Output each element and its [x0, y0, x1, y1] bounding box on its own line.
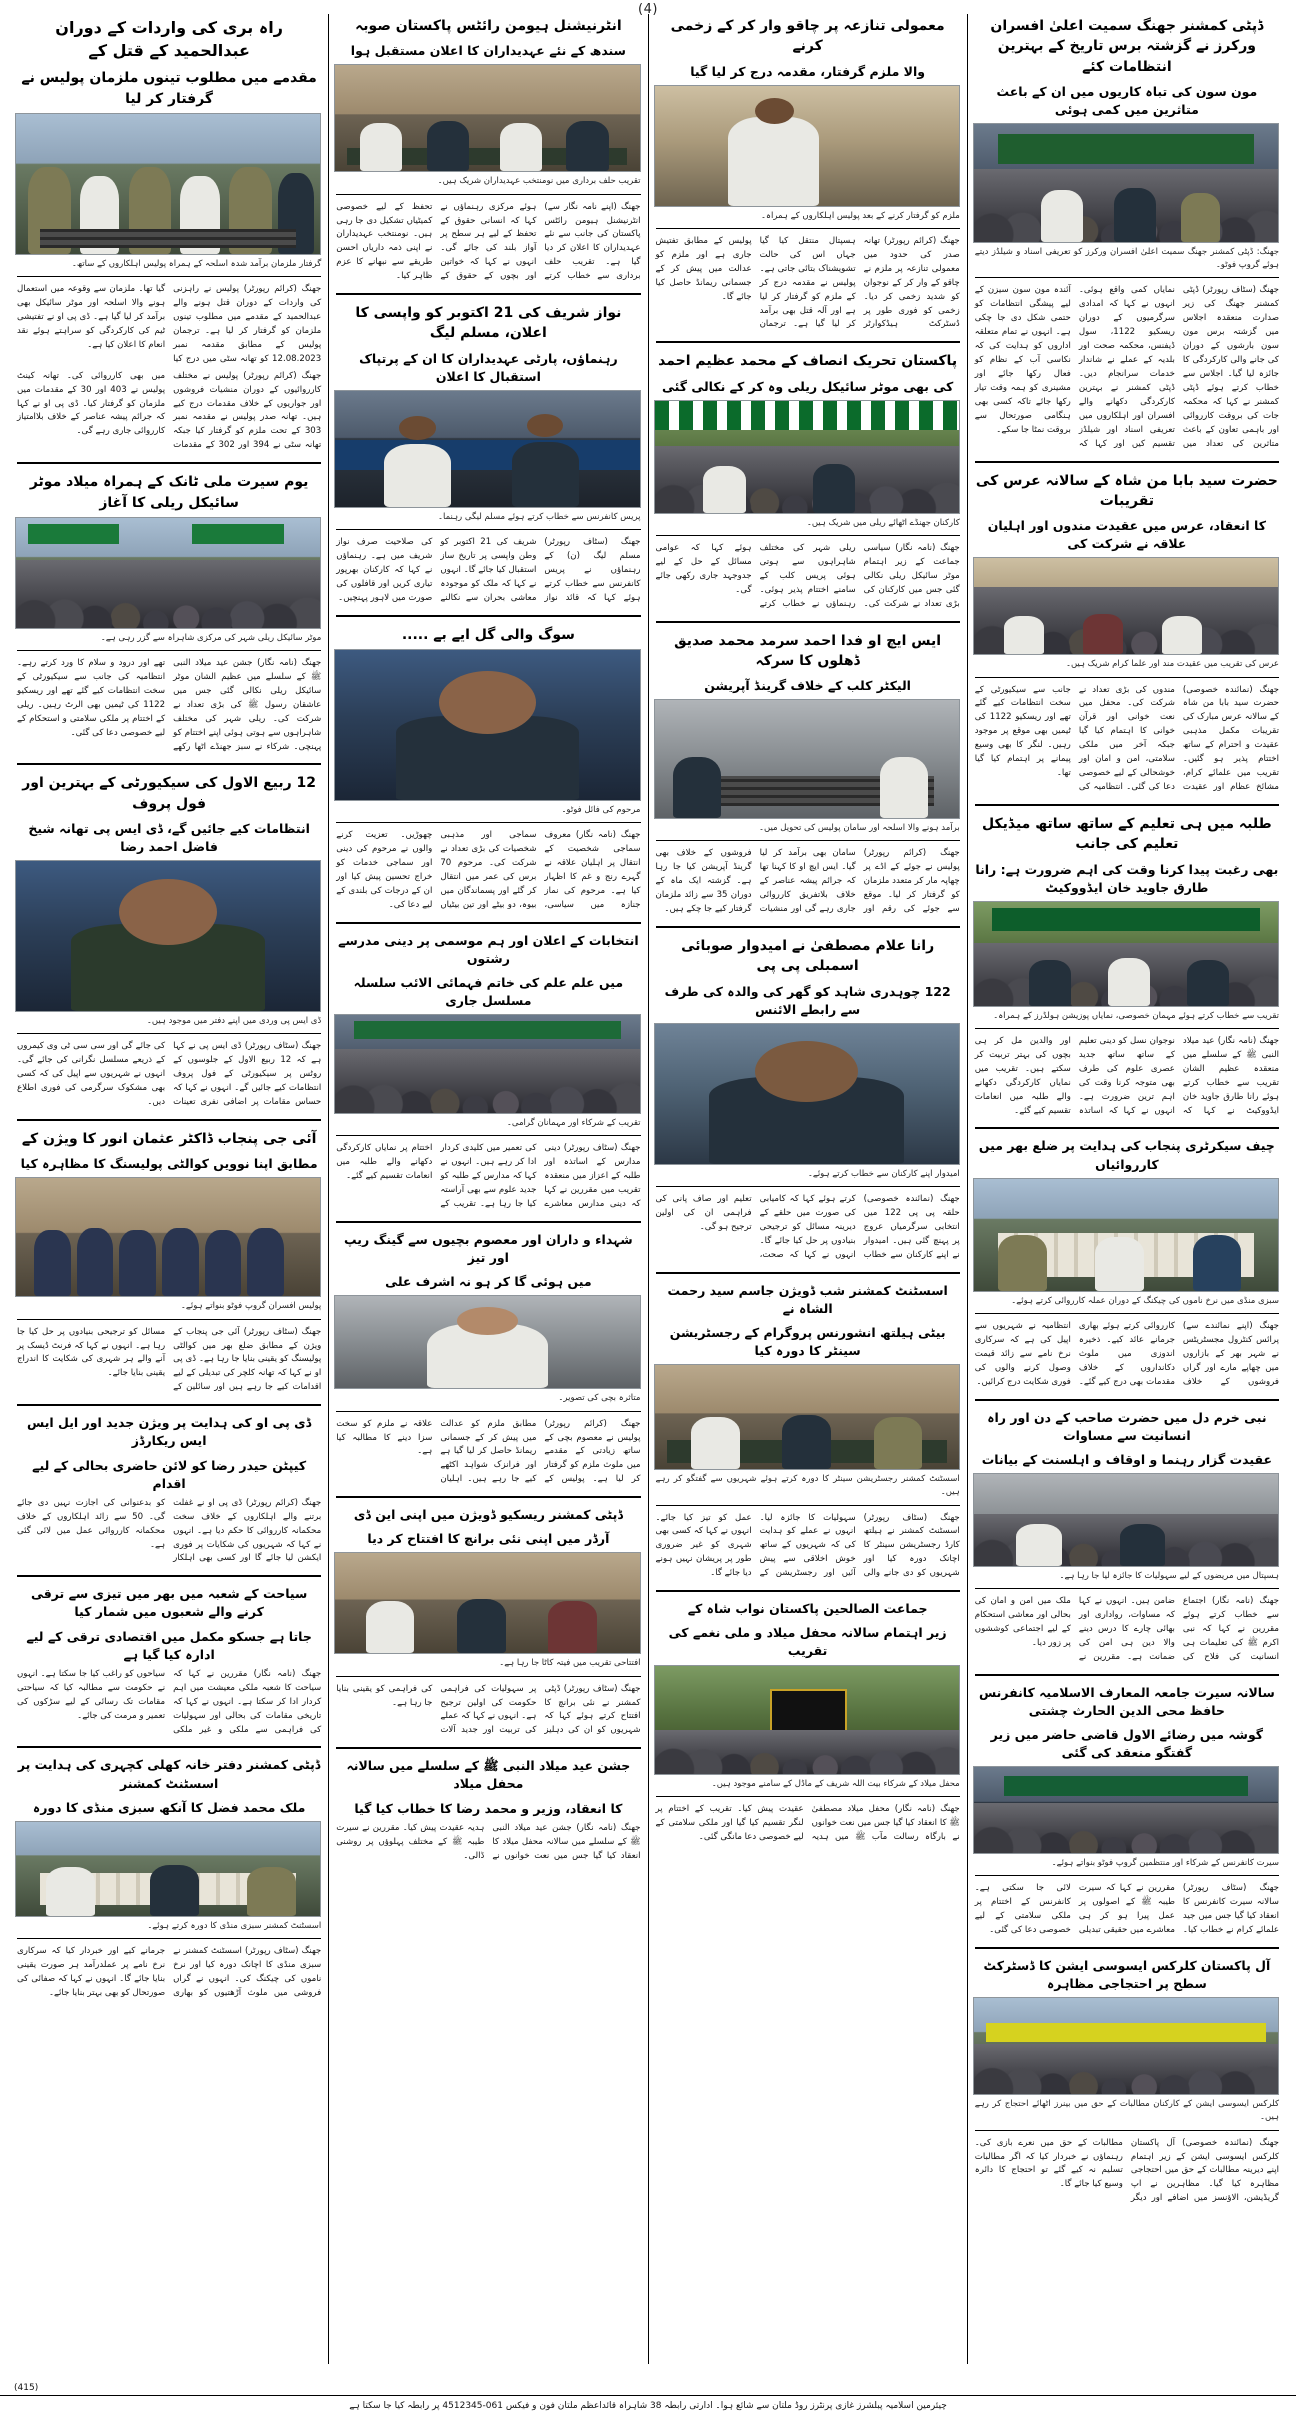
article-photo — [973, 1473, 1279, 1567]
footer-imprint: چیئرمین اسلامیہ پبلشرز غازی پرنٹرز روڈ ملتان سے شائع ہوا۔ ادارتی رابطہ 38 شاہراہ قائداعظم ملتان فون و فیکس 061-4512345 پر رابطہ کیا جا سکتا ہے — [349, 2400, 947, 2411]
article-body: جھنگ (سٹاف رپورٹر) اسسٹنٹ کمشنر نے سبزی منڈی کا اچانک دورہ کیا اور نرخ ناموں کی چیکنگ کی۔ انہوں نے گراں فروشی میں ملوث آڑھتیوں کو بھاری جرمانے کیے اور خبردار کیا کہ سرکاری نرخ نامے پر عملدرآمد ہر صورت یقینی بنایا جائے گا۔ انہوں نے کہا کہ صفائی کی صورتحال کو بھی بہتر بنایا جائے۔ — [17, 1946, 322, 1998]
headline: ڈپٹی کمشنر جھنگ سمیت اعلیٰ افسران ورکرز نے گزشتہ برس تاریخ کے بہترین انتظامات کئے — [990, 18, 1264, 75]
article-block — [975, 1682, 1279, 1938]
article-photo — [654, 1023, 960, 1165]
headline: ڈی پی او کی ہدایت پر ویژن جدید اور ایل ایس ایس ریکارڈز — [27, 1415, 312, 1449]
article-photo — [654, 1665, 960, 1775]
footer-page-code: (415) — [14, 2382, 39, 2393]
article-body: جھنگ (نامہ نگار) عید میلاد النبی ﷺ کے سلسلے میں منعقدہ عظیم الشان تقریب سے خطاب کرتے ہوئے رانا طارق جاوید خان ایڈووکیٹ نے کہا کہ نوجوان نسل کو دینی تعلیم کے ساتھ ساتھ جدید عصری علوم کی طرف بھی متوجہ کرنا وقت کی اہم ترین ضرورت ہے۔ انہوں نے کہا کہ اساتذہ اور والدین مل کر ہی بچوں کی بہتر تربیت کر سکتے ہیں۔ تقریب میں نمایاں کارکردگی دکھانے والے طلبہ میں انعامات تقسیم کیے گئے۔ — [974, 1035, 1279, 1116]
subheadline: میں ہوئی گا کر ہو نہ اشرف علی — [385, 1274, 592, 1290]
article-block — [656, 1280, 960, 1581]
photo-caption: اسسٹنٹ کمشنر رجسٹریشن سینٹر کا دورہ کرتے ہوئے شہریوں سے گفتگو کر رہے ہیں۔ — [655, 1474, 960, 1498]
article-block — [17, 1127, 321, 1395]
article-block — [336, 1504, 640, 1738]
article-body: جھنگ (کرائم رپورٹر) پولیس نے معصوم بچی کے ساتھ زیادتی کے مقدمے میں ملوث ملزم کو گرفتار کر لیا ہے۔ پولیس کے مطابق ملزم کو عدالت میں پیش کر کے جسمانی ریمانڈ حاصل کر لیا گیا ہے اور فرانزک شواہد اکٹھے کیے جا رہے ہیں۔ اہلیان علاقہ نے ملزم کو سخت سزا دینے کا مطالبہ کیا ہے۔ — [336, 1418, 641, 1485]
article-block — [975, 469, 1279, 795]
photo-caption: کارکنان جھنڈے اٹھائے ریلی میں شریک ہیں۔ — [806, 517, 960, 528]
article-body: جھنگ (سٹاف رپورٹر) دینی مدارس کے اساتذہ اور طلبہ کے اعزاز میں منعقدہ تقریب میں مقررین نے کہا کہ دینی مدارس معاشرے کی تعمیر میں کلیدی کردار ادا کر رہے ہیں۔ انہوں نے کہا کہ مدارس کے طلبہ کو جدید علوم سے بھی آراستہ کیا جا رہا ہے۔ تقریب کے اختتام پر نمایاں کارکردگی دکھانے والے طلبہ میں انعامات تقسیم کیے گئے۔ — [336, 1143, 641, 1210]
article-body: جھنگ (سٹاف رپورٹر) اسسٹنٹ کمشنر نے ہیلتھ کارڈ رجسٹریشن سینٹر کا اچانک دورہ کیا اور شہریوں کو دی جانے والی سہولیات کا جائزہ لیا۔ انہوں نے عملے کو ہدایت کی کہ شہریوں کے ساتھ خوش اخلاقی سے پیش آئیں اور رجسٹریشن کے عمل کو تیز کیا جائے۔ انہوں نے کہا کہ کسی بھی شہری کو غیر ضروری طور پر پریشان نہیں ہونے دیا جائے گا۔ — [655, 1512, 960, 1579]
article-photo — [973, 1766, 1279, 1854]
article-block — [975, 1407, 1279, 1665]
photo-caption: ڈی ایس پی وردی میں اپنے دفتر میں موجود ہیں۔ — [146, 1016, 322, 1027]
article-block — [975, 1135, 1279, 1389]
article-body: جھنگ (نامہ نگار) اجتماع سے خطاب کرتے ہوئے مقررین نے کہا کہ نبی اکرم ﷺ کی تعلیمات ہی انسانیت کی فلاح کی ضامن ہیں۔ انہوں نے کہا کہ مساوات، رواداری اور بھائی چارے کا درس دینے والا دین ہی امن کی ضمانت ہے۔ مقررین نے ملک میں امن و امان کی بحالی اور معاشی استحکام کے لیے اجتماعی کوششوں پر زور دیا۔ — [974, 1596, 1279, 1662]
subheadline: جاتا ہے جسکو مکمل میں اقتصادی ترقی کے لیے ادارہ کیا گیا ہے — [26, 1628, 312, 1662]
article-block — [975, 812, 1279, 1119]
article-block — [336, 623, 640, 913]
photo-caption: کلرکس ایسوسی ایشن کے کارکنان مطالبات کے حق میں بینرز اٹھائے احتجاج کر رہے ہیں۔ — [974, 2099, 1279, 2123]
headline: نبی خرم دل میں حضرت صاحب کے دن اور راہ انسانیت سے مساوات — [987, 1409, 1267, 1443]
photo-caption: ملزم کو گرفتار کرنے کے بعد پولیس اہلکاروں کے ہمراہ۔ — [761, 210, 960, 221]
article-body: جھنگ (سٹاف رپورٹر) مسلم لیگ (ن) کے رہنماؤں نے پریس کانفرنس سے خطاب کرتے ہوئے کہا کہ قائد نواز شریف کی 21 اکتوبر کو وطن واپسی پر تاریخ ساز استقبال کیا جائے گا۔ انہوں نے کہا کہ ملک کو موجودہ معاشی بحران سے نکالنے کی صلاحیت صرف نواز شریف میں ہے۔ رہنماؤں نے کہا کہ کارکنان بھرپور تیاری کریں اور قافلوں کی صورت میں لاہور پہنچیں۔ — [336, 537, 641, 603]
subheadline: ملک محمد فضل کا آنکھ سبزی منڈی کا دورہ — [32, 1799, 306, 1815]
article-block — [336, 930, 640, 1212]
headline: راہ بری کی واردات کے دوران عبدالحمید کے قتل کے — [55, 18, 283, 61]
page-number: (4) — [638, 2, 658, 17]
subheadline: کی بھی موٹر سائیکل ریلی وہ کر کے نکالی گئی — [661, 378, 954, 394]
article-photo — [654, 699, 960, 819]
photo-caption: اسسٹنٹ کمشنر سبزی منڈی کا دورہ کرتے ہوئے۔ — [147, 1920, 322, 1931]
article-photo — [334, 1295, 640, 1389]
subheadline: زیر اہتمام سالانہ محفل میلاد و ملی نغمے کی تقریب — [668, 1625, 947, 1659]
article-body: جھنگ (کرائم رپورٹر) ڈی پی او نے غفلت برتنے والے اہلکاروں کے خلاف سخت محکمانہ کارروائی کا حکم دیا ہے۔ انہوں نے کہا کہ شہریوں کی شکایات پر فوری ایکشن لیا جائے گا اور کسی بھی اہلکار کو بدعنوانی کی اجازت نہیں دی جائے گی۔ 50 سے زائد اہلکاروں کے خلاف محکمانہ کارروائی عمل میں لائی گئی ہے۔ — [17, 1497, 322, 1564]
article-photo — [15, 113, 321, 255]
subheadline: الیکٹر کلب کے خلاف گرینڈ آپریشن — [704, 678, 911, 694]
article-body: جھنگ (نامہ نگار) جشن عید میلاد النبی ﷺ کے سلسلے میں سالانہ محفل میلاد کا انعقاد کیا گیا جس میں نعت خوانوں نے ہدیہ عقیدت پیش کیا۔ مقررین نے سیرت طیبہ ﷺ کے مختلف پہلوؤں پر روشنی ڈالی۔ — [336, 1822, 641, 1861]
headline: ڈپٹی کمشنر دفتر خانہ کھلی کچہری کی ہدایت پر اسسٹنٹ کمشنر — [17, 1757, 321, 1791]
article-body: جھنگ (سٹاف رپورٹر) آئی جی پنجاب کے ویژن کے مطابق ضلع بھر میں کوالٹی پولیسنگ کو یقینی بنایا جا رہا ہے۔ ڈی پی او نے کہا کہ تھانہ کلچر کی تبدیلی کے لیے اقدامات کیے جا رہے ہیں اور سائلین کے مسائل کو ترجیحی بنیادوں پر حل کیا جا رہا ہے۔ انہوں نے کہا کہ فرنٹ ڈیسک پر آنے والے ہر شہری کی شکایت کا اندراج یقینی بنایا جائے۔ — [17, 1326, 322, 1393]
photo-caption: ہسپتال میں مریضوں کے لیے سہولیات کا جائزہ لیا جا رہا ہے۔ — [1059, 1570, 1279, 1581]
subheadline: مقدمے میں مطلوب تینوں ملزمان پولیس نے گرفتار کر لیا — [21, 70, 317, 107]
article-block — [17, 470, 321, 754]
subheadline: والا ملزم گرفتار، مقدمہ درج کر لیا گیا — [690, 63, 926, 79]
article-block — [336, 1755, 640, 1863]
headline: اسسٹنٹ کمشنر شب ڈویژن جاسم سید رحمت الشاہ نے — [667, 1282, 948, 1316]
subheadline: 122 چوہدری شاہد کو گھر کی والدہ کی طرف سے رابطے الائنس — [664, 983, 951, 1017]
subheadline: بیٹی ہیلتھ انشورنس پروگرام کے رجسٹریشن سینٹر کا دورہ کیا — [669, 1324, 946, 1359]
article-photo — [334, 1552, 640, 1654]
headline: 12 ربیع الاول کی سیکیورٹی کے بہترین اور فول پروف — [22, 775, 317, 812]
subheadline: بھی رغبت پیدا کرنا وقت کی اہم ضرورت ہے: رانا طارق جاوید خان ایڈووکیٹ — [975, 861, 1279, 895]
subheadline: کیپٹن حیدر رضا کو لائن حاضری بحالی کے لیے اقدام — [32, 1457, 307, 1491]
article-body: جھنگ (اپنے نامہ نگار سے) انٹرنیشنل ہیومن رائٹس پاکستان کی جانب سے نئے عہدیداران کا اعلان کر دیا گیا ہے۔ تقریب حلف برداری سے خطاب کرتے ہوئے مرکزی رہنماؤں نے کہا کہ انسانی حقوق کے تحفظ کے لیے ہر سطح پر آواز بلند کی جائے گی۔ انہوں نے کہا کہ خواتین اور بچوں کے حقوق کے تحفظ کے لیے خصوصی کمیٹیاں تشکیل دی جا رہی ہیں۔ نومنتخب عہدیداران نے اپنی ذمہ داریاں احسن طریقے سے نبھانے کا عزم ظاہر کیا۔ — [336, 201, 641, 282]
article-block — [17, 1583, 321, 1737]
headline: پاکستان تحریک انصاف کے محمد عظیم احمد — [658, 353, 958, 370]
photo-caption: تقریب کے شرکاء اور مہمانان گرامی۔ — [506, 1118, 641, 1129]
headline: آل پاکستان کلرکس ایسوسی ایشن کا ڈسٹرکٹ سطح پر احتجاجی مظاہرہ — [983, 1958, 1271, 1992]
page-columns — [10, 14, 1286, 2364]
article-body: جھنگ (سٹاف رپورٹر) سالانہ سیرت کانفرنس کا انعقاد کیا گیا جس میں جید علمائے کرام نے خطاب کیا۔ مقررین نے کہا کہ سیرت طیبہ ﷺ کے اصولوں پر عمل پیرا ہو کر ہی معاشرے میں حقیقی تبدیلی لائی جا سکتی ہے۔ کانفرنس کے اختتام پر ملکی سلامتی کے لیے خصوصی دعا کی گئی۔ — [974, 1883, 1279, 1936]
photo-caption: سبزی منڈی میں نرخ ناموں کی چیکنگ کے دوران عملہ کارروائی کرتے ہوئے۔ — [1011, 1295, 1279, 1306]
photo-caption: مرحوم کی فائل فوٹو۔ — [561, 805, 641, 816]
article-block — [656, 14, 960, 332]
headline: آئی جی پنجاب ڈاکٹر عثمان انور کا ویژن کے — [21, 1131, 317, 1148]
subheadline: گوشہ میں رضائے الاول قاضی حاضر میں زیر گفتگو منعقد کی گئی — [990, 1726, 1264, 1761]
article-block — [656, 629, 960, 918]
subheadline: مون سون کی تباہ کاریوں میں ان کے باعث متاثرین میں کمی ہوئی — [996, 83, 1258, 118]
article-photo — [654, 400, 960, 514]
photo-caption: برآمد ہونے والا اسلحہ اور سامان پولیس کی تحویل میں۔ — [759, 823, 960, 834]
subheadline: سندھ کے نئے عہدیداران کا اعلان مستقبل ہوا — [350, 43, 626, 59]
article-body: جھنگ (کرائم رپورٹر) تھانہ صدر کی حدود میں معمولی تنازعہ پر ملزم نے چاقو کے وار کر کے نوجوان کو شدید زخمی کر دیا۔ زخمی کو فوری طور پر ڈسٹرکٹ ہیڈکوارٹر ہسپتال منتقل کیا گیا جہاں اس کی حالت تشویشناک بتائی جاتی ہے۔ پولیس نے مقدمہ درج کر کے ملزم کو گرفتار کر لیا ہے اور آلہ قتل بھی برآمد کر لیا گیا ہے۔ ترجمان پولیس کے مطابق تفتیش جاری ہے اور ملزم کو عدالت میں پیش کر کے جسمانی ریمانڈ حاصل کیا جائے گا۔ — [655, 235, 960, 330]
headline: نواز شریف کی 21 اکتوبر کو واپسی کا اعلان، مسلم لیگ — [355, 305, 622, 342]
article-photo — [973, 557, 1279, 655]
article-photo — [15, 517, 321, 629]
headline: سالانہ سیرت جامعہ المعارف الاسلامیہ کانفرنس حافظ محی الدین الحارث چشتی — [978, 1684, 1275, 1718]
photo-caption: محفل میلاد کے شرکاء بیت اللہ شریف کے ماڈل کے سامنے موجود ہیں۔ — [711, 1778, 960, 1789]
article-photo — [654, 85, 960, 207]
article-block — [17, 14, 321, 453]
photo-caption: متاثرہ بچی کی تصویر۔ — [558, 1393, 641, 1404]
photo-caption: عرس کی تقریب میں عقیدت مند اور علما کرام شریک ہیں۔ — [1065, 659, 1279, 670]
subheadline: مطابق اپنا نوویں کوالٹی پولیسنگ کا مظاہرہ کیا — [20, 1156, 318, 1172]
headline: جماعت الصالحین پاکستان نواب شاہ کے — [687, 1601, 928, 1617]
photo-caption: تقریب سے خطاب کرتے ہوئے مہمان خصوصی، نمایاں پوزیشن ہولڈرز کے ہمراہ۔ — [993, 1010, 1279, 1021]
article-body: جھنگ (نامہ نگار) سیاسی جماعت کے زیر اہتمام موٹر سائیکل ریلی نکالی گئی جس میں کارکنان کی بڑی تعداد نے شرکت کی۔ ریلی شہر کی مختلف شاہراہوں سے ہوتی ہوئی پریس کلب کے سامنے اختتام پذیر ہوئی۔ رہنماؤں نے خطاب کرتے ہوئے کہا کہ عوامی مسائل کے حل کے لیے جدوجہد جاری رکھی جائے گی۔ — [655, 542, 960, 609]
headline: حضرت سید بابا من شاہ کے سالانہ عرس کی تقریبات — [975, 472, 1278, 509]
subheadline: رہنماؤں، پارٹی عہدیداران کا ان کے پرتپاک استقبال کا اعلان — [359, 350, 618, 384]
article-body: جھنگ (نامہ نگار) جشن عید میلاد النبی ﷺ کے سلسلے میں عظیم الشان موٹر سائیکل ریلی نکالی گئی جس میں عاشقان رسول ﷺ کی بڑی تعداد نے شرکت کی۔ ریلی شہر کی مختلف شاہراہوں سے ہوتی ہوئی اپنے اختتام کو پہنچی۔ شرکاء نے سبز جھنڈے اٹھا رکھے تھے اور درود و سلام کا ورد کرتے رہے۔ انتظامیہ کی جانب سے سیکیورٹی کے سخت انتظامات کیے گئے تھے اور ریسکیو 1122 کی ٹیمیں بھی الرٹ رہیں۔ ریلی کے اختتام پر ملکی سلامتی و استحکام کے لیے خصوصی دعا کی گئی۔ — [17, 657, 322, 752]
column-4 — [10, 14, 328, 2364]
article-body-extra: جھنگ (کرائم رپورٹر) پولیس نے مختلف کارروائیوں کے دوران منشیات فروشوں اور جواریوں کے خلاف مقدمات درج کیے ہیں۔ تھانہ صدر پولیس نے مقدمہ نمبر 303 کے تحت ملزم کو گرفتار کیا جبکہ تھانہ سٹی نے 394 اور 302 کے مقدمات میں بھی کارروائی کی۔ تھانہ کینٹ پولیس نے 403 اور 30 کے مقدمات میں ملزمان کو گرفتار کیا۔ ڈی پی او نے کہا کہ جرائم پیشہ عناصر کے خلاف بلاامتیاز کارروائی جاری رہے گی۔ — [17, 370, 322, 451]
article-body: جھنگ (نامہ نگار) مقررین نے کہا کہ سیاحت کا شعبہ ملکی معیشت میں اہم کردار ادا کر سکتا ہے۔ انہوں نے کہا کہ تاریخی مقامات کی بحالی اور سہولیات کی فراہمی سے ملکی و غیر ملکی سیاحوں کو راغب کیا جا سکتا ہے۔ انہوں نے حکومت سے مطالبہ کیا کہ سیاحتی مقامات تک رسائی کے لیے سڑکوں کی تعمیر و مرمت کی جائے۔ — [17, 1668, 322, 1735]
subheadline: انتظامات کیے جائیں گے، ڈی ایس پی تھانہ شیخ فاضل احمد رضا — [28, 821, 310, 855]
article-photo — [973, 123, 1279, 243]
headline: رانا علام مصطفیٰ نے امیدوار صوبائی اسمبلی پی پی — [681, 938, 935, 975]
article-body: جھنگ (کرائم رپورٹر) پولیس نے جوئے کے اڈے پر چھاپہ مار کر متعدد ملزمان کو گرفتار کر لیا۔ موقع سے جوئے کی رقم اور سامان بھی برآمد کر لیا گیا۔ ایس ایچ او کا کہنا تھا کہ جرائم پیشہ عناصر کے خلاف بلاتفریق کارروائی جاری رہے گی اور منشیات فروشوں کے خلاف بھی گرینڈ آپریشن کیا جا رہا ہے۔ گزشتہ ایک ماہ کے دوران 35 سے زائد ملزمان گرفتار کیے جا چکے ہیں۔ — [655, 848, 960, 915]
article-body: جھنگ (نامہ نگار) محفل میلاد مصطفیٰ ﷺ کا انعقاد کیا گیا جس میں نعت خوانوں نے بارگاہ رسالت مآب ﷺ میں ہدیہ عقیدت پیش کیا۔ تقریب کے اختتام پر لنگر تقسیم کیا گیا اور ملکی سلامتی کے لیے خصوصی دعا مانگی گئی۔ — [655, 1803, 960, 1842]
photo-caption: گرفتار ملزمان برآمد شدہ اسلحہ کے ہمراہ پولیس اہلکاروں کے ساتھ۔ — [71, 258, 322, 269]
headline: ایس ایچ او فدا احمد سرمد محمد صدیق ڈھلوں کا سرکہ — [674, 632, 942, 669]
article-block — [656, 349, 960, 611]
article-photo — [973, 901, 1279, 1007]
article-block — [17, 1754, 321, 2000]
headline: طلبہ میں ہی تعلیم کے ساتھ ساتھ میڈیکل تعلیم کی جانب — [981, 815, 1272, 853]
photo-caption: افتتاحی تقریب میں فیتہ کاٹا جا رہا ہے۔ — [499, 1658, 641, 1669]
headline: شہداء و داران اور معصوم بچیوں سے گینگ ریپ اور تیز — [344, 1232, 633, 1266]
article-block — [975, 14, 1279, 452]
article-photo — [334, 649, 640, 801]
headline: سیاحت کے شعبہ میں بھر میں تیزی سے ترقی کرنے والے شعبوں میں شمار کیا — [30, 1586, 308, 1620]
article-photo — [654, 1364, 960, 1470]
subheadline: عقیدت گزار رہنما و اوقاف و اہلسنت کے بیانات — [981, 1451, 1272, 1467]
subheadline: کا انعقاد، وزیر و محمد رضا کا خطاب کیا گیا — [354, 1800, 623, 1816]
subheadline: کا انعقاد، عرس میں عقیدت مندوں اور اہلیان علاقہ نے شرکت کی — [987, 518, 1267, 552]
article-block — [17, 1412, 321, 1566]
photo-caption: موٹر سائیکل ریلی شہر کی مرکزی شاہراہ سے گزر رہی ہے۔ — [100, 632, 322, 643]
article-photo — [334, 64, 640, 172]
headline: معمولی تنازعہ پر چاقو وار کر کے زخمی کرنے — [670, 18, 945, 55]
column-1 — [967, 14, 1286, 2364]
page-footer — [0, 2382, 1296, 2414]
photo-caption: پریس کانفرنس سے خطاب کرتے ہوئے مسلم لیگی رہنما۔ — [438, 511, 641, 522]
article-photo — [973, 1178, 1279, 1292]
photo-caption: امیدوار اپنے کارکنان سے خطاب کرتے ہوئے۔ — [807, 1168, 960, 1179]
article-body: جھنگ (سٹاف رپورٹر) ڈپٹی کمشنر نے نئی برانچ کا افتتاح کرتے ہوئے کہا کہ شہریوں کو ان کی دہلیز پر سہولیات کی فراہمی حکومت کی اولین ترجیح ہے۔ انہوں نے کہا کہ عملے کی تربیت اور جدید آلات کی فراہمی کو یقینی بنایا جا رہا ہے۔ — [336, 1683, 641, 1736]
article-body: جھنگ (نمائندہ خصوصی) حلقہ پی پی 122 میں انتخابی سرگرمیاں عروج پر پہنچ گئی ہیں۔ امیدوار نے اپنے کارکنان سے خطاب کرتے ہوئے کہا کہ کامیابی کی صورت میں حلقے کے دیرینہ مسائل کو ترجیحی بنیادوں پر حل کیا جائے گا۔ انہوں نے کہا کہ صحت، تعلیم اور صاف پانی کی فراہمی ان کی اولین ترجیح ہو گی۔ — [655, 1194, 960, 1260]
article-photo — [334, 1014, 640, 1114]
article-body: جھنگ (سٹاف رپورٹر) ڈپٹی کمشنر جھنگ کی زیر صدارت منعقدہ اجلاس میں گزشتہ برس مون سون بارشوں کے دوران کی جانے والی کارکردگی کا جائزہ لیا گیا۔ اجلاس سے خطاب کرتے ہوئے ڈپٹی کمشنر نے کہا کہ محکمہ جات کی بروقت کارروائی اور باہمی تعاون کے باعث متاثرین کی تعداد میں نمایاں کمی واقع ہوئی۔ انہوں نے کہا کہ امدادی سرگرمیوں کے دوران ریسکیو 1122، سول ڈیفنس، محکمہ صحت اور بلدیہ کے عملے نے شاندار خدمات سرانجام دیں۔ ڈپٹی کمشنر نے بہترین کارکردگی دکھانے والے افسران اور اہلکاروں میں تعریفی اسناد اور شیلڈز تقسیم کیں اور کہا کہ آئندہ مون سون سیزن کے لیے پیشگی انتظامات کو حتمی شکل دی جا چکی ہے۔ انہوں نے تمام متعلقہ اداروں کو ہدایت کی کہ نکاسی آب کے نظام کو فعال رکھا جائے اور مشینری کو ہمہ وقت تیار رکھا جائے تاکہ کسی بھی ہنگامی صورتحال سے بروقت نمٹا جا سکے۔ — [974, 285, 1279, 449]
article-block — [17, 771, 321, 1110]
photo-caption: سیرت کانفرنس کے شرکاء اور منتظمین گروپ فوٹو بنواتے ہوئے۔ — [1051, 1858, 1279, 1869]
photo-caption: جھنگ: ڈپٹی کمشنر جھنگ سمیت اعلیٰ افسران ورکرز کو تعریفی اسناد و شیلڈز دیتے ہوئے گروپ فوٹو۔ — [974, 247, 1279, 271]
article-body: جھنگ (نامہ نگار) معروف سماجی شخصیت کے انتقال پر اہلیان علاقہ نے گہرے رنج و غم کا اظہار کیا ہے۔ مرحوم کی نماز جنازہ میں سیاسی، سماجی اور مذہبی شخصیات کی بڑی تعداد نے شرکت کی۔ مرحوم 70 برس کی عمر میں انتقال کر گئے اور پسماندگان میں بیوہ، دو بیٹے اور تین بیٹیاں چھوڑیں۔ تعزیت کرنے والوں نے مرحوم کی دینی اور سماجی خدمات کو خراج تحسین پیش کیا اور ان کے درجات کی بلندی کے لیے دعا کی۔ — [336, 830, 641, 910]
article-body: جھنگ (نمائندہ خصوصی) آل پاکستان کلرکس ایسوسی ایشن کے زیر اہتمام اپنے دیرینہ مطالبات کے حق میں احتجاجی مظاہرہ کیا گیا۔ مظاہرین نے اپ گریڈیشن، الاؤنسز میں اضافے اور دیگر مطالبات کے حق میں نعرے بازی کی۔ رہنماؤں نے خبردار کیا کہ اگر مطالبات تسلیم نہ کیے گئے تو احتجاج کا دائرہ وسیع کیا جائے گا۔ — [974, 2137, 1279, 2204]
article-body: جھنگ (اپنے نمائندے سے) پرائس کنٹرول مجسٹریٹس نے شہر بھر کے بازاروں میں چھاپے مارے اور گراں فروشوں کے خلاف کارروائی کرتے ہوئے بھاری جرمانے عائد کیے۔ ذخیرہ اندوزی میں ملوث دکانداروں کے خلاف مقدمات بھی درج کیے گئے۔ انتظامیہ نے شہریوں سے اپیل کی ہے کہ سرکاری نرخ نامے سے زائد قیمت وصول کرنے والوں کی فوری شکایت درج کرائیں۔ — [974, 1320, 1279, 1387]
article-body: جھنگ (سٹاف رپورٹر) ڈی ایس پی نے کہا ہے کہ 12 ربیع الاول کے جلوسوں کے روٹس پر سیکیورٹی کے فول پروف انتظامات کیے جائیں گے۔ انہوں نے کہا کہ حساس مقامات پر اضافی نفری تعینات کی جائے گی اور سی سی ٹی وی کیمروں کے ذریعے مسلسل نگرانی کی جائے گی۔ انہوں نے شہریوں سے اپیل کی کہ کسی بھی مشکوک سرگرمی کی فوری اطلاع دیں۔ — [17, 1041, 322, 1108]
article-block — [336, 14, 640, 284]
subheadline: آرڈر میں اپنی نئی برانچ کا افتتاح کر دیا — [367, 1531, 610, 1547]
headline: انٹرنیشنل ہیومن رائٹس پاکستان صوبہ — [355, 18, 622, 34]
article-block — [336, 1229, 640, 1487]
headline: انتخابات کے اعلان اور ہم موسمی پر دینی مدرسے رشتوں — [338, 932, 639, 966]
headline: یوم سیرت ملی ٹانک کے ہمراہ میلاد موٹر سائیکل ریلی کا آغاز — [29, 474, 309, 511]
headline: ڈپٹی کمشنر ریسکیو ڈویژن میں اپنی این ڈی — [353, 1507, 623, 1523]
headline: جشن عید میلاد النبی ﷺ کے سلسلے میں سالانہ محفل میلاد — [346, 1758, 631, 1792]
article-block — [656, 934, 960, 1263]
headline: سوگ والی گل ایے بے ..... — [401, 626, 575, 643]
column-2 — [648, 14, 967, 2364]
article-photo — [15, 1821, 321, 1917]
article-photo — [334, 390, 640, 508]
article-photo — [15, 860, 321, 1012]
column-3 — [328, 14, 647, 2364]
article-body: جھنگ (کرائم رپورٹر) پولیس نے راہزنی کی واردات کے دوران قتل ہونے والے عبدالحمید کے مقدمے میں مطلوب تینوں ملزمان کو گرفتار کر لیا ہے۔ ترجمان پولیس کے مطابق مقدمہ نمبر 12.08.2023 کو تھانہ سٹی میں درج کیا گیا تھا۔ ملزمان سے وقوعہ میں استعمال ہونے والا اسلحہ اور موٹر سائیکل بھی برآمد کر لیا گیا ہے۔ ڈی پی او نے تفتیشی ٹیم کی کارکردگی کو سراہتے ہوئے نقد انعام کا اعلان کیا ہے۔ — [17, 284, 322, 364]
photo-caption: تقریب حلف برداری میں نومنتخب عہدیداران شریک ہیں۔ — [437, 176, 641, 187]
article-body: جھنگ (نمائندہ خصوصی) حضرت سید بابا من شاہ کے سالانہ عرس مبارک کی تقریبات مکمل مذہبی عقیدت و احترام کے ساتھ اختتام پذیر ہو گئیں۔ تقریب میں علمائے کرام، مشائخ عظام اور عقیدت مندوں کی بڑی تعداد نے شرکت کی۔ محفل میں نعت خوانی اور قرآن خوانی کا اہتمام کیا گیا جبکہ آخر میں ملکی سلامتی، امن و امان اور خوشحالی کے لیے خصوصی دعا کی گئی۔ انتظامیہ کی جانب سے سیکیورٹی کے سخت انتظامات کیے گئے تھے اور ریسکیو 1122 کی ٹیمیں بھی موقع پر موجود رہیں۔ لنگر کا بھی وسیع پیمانے پر اہتمام کیا گیا تھا۔ — [974, 684, 1279, 793]
headline: چیف سیکرٹری پنجاب کی ہدایت پر ضلع بھر میں کارروائیاں — [978, 1138, 1275, 1172]
photo-caption: پولیس افسران گروپ فوٹو بنواتے ہوئے۔ — [180, 1301, 322, 1312]
article-photo — [973, 1997, 1279, 2095]
article-photo — [15, 1177, 321, 1297]
article-block — [336, 301, 640, 606]
subheadline: میں علم علم کی خاتم فہمائی الائب سلسلہ مسلسل جاری — [353, 975, 624, 1009]
article-block — [975, 1955, 1279, 2206]
article-block — [656, 1598, 960, 1844]
